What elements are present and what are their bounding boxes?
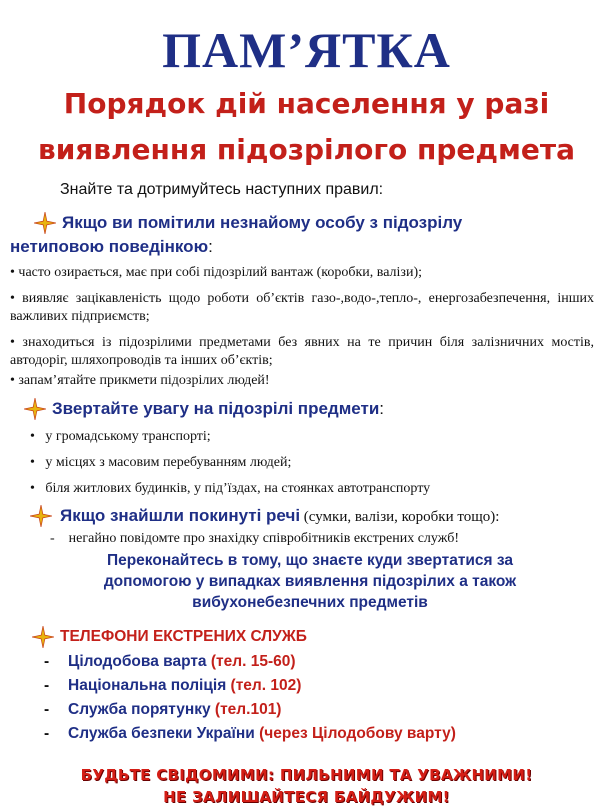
list-item: • часто озирається, має при собі підозрілий вантаж (коробки, валізи);: [10, 265, 422, 280]
four-point-star-icon: [30, 505, 52, 527]
phone-service-name: Цілодобова варта: [68, 653, 211, 670]
contact-note: Переконайтесь в тому, що знаєте куди звертатися за допомогою у випадках виявлення підозрілих а також вибухонебезпечних предметів: [103, 552, 517, 611]
list-item: • у місцях з масовим перебуванням людей;: [30, 455, 292, 470]
subtitle-line-1: Порядок дій населення у разі: [63, 87, 550, 120]
list-item-text: негайно повідомте про знахідку співробітників екстрених служб!: [68, 531, 459, 546]
section1-heading-line2: [10, 235, 213, 259]
phone-row: - Цілодобова варта (тел. 15-60): [44, 653, 296, 670]
phone-service-name: Національна поліція: [68, 677, 231, 694]
section1-heading-colon: :: [208, 237, 213, 256]
footer-line-1: БУДЬТЕ СВІДОМИМИ: ПИЛЬНИМИ ТА УВАЖНИМИ!: [80, 766, 533, 784]
section1-heading-emphasis: нетиповою поведінкою: [10, 237, 209, 256]
list-item-text: у місцях з масовим перебуванням людей;: [45, 455, 292, 470]
list-item-text: біля житлових будинків, у під’їздах, на стоянках автотранспорту: [45, 481, 431, 496]
section1-heading-line1: Якщо ви помітили незнайому особу з підозрілу: [62, 213, 463, 232]
phone-row: - Служба порятунку (тел.101): [44, 701, 282, 718]
section2-heading-colon: :: [379, 399, 385, 418]
phone-service-name: Служба безпеки України: [68, 725, 260, 742]
four-point-star-icon: [32, 626, 54, 648]
section3-heading: [60, 504, 499, 529]
list-item: • у громадському транспорті;: [30, 429, 211, 444]
footer-line-2: НЕ ЗАЛИШАЙТЕСЯ БАЙДУЖИМ!: [163, 788, 450, 806]
list-item: - негайно повідомте про знахідку співробітників екстрених служб!: [50, 531, 459, 546]
page-title: ПАМ’ЯТКА: [162, 22, 451, 78]
phone-row: - Служба безпеки України (через Цілодобову варту): [44, 725, 456, 742]
intro-text: Знайте та дотримуйтесь наступних правил:: [60, 181, 384, 198]
four-point-star-icon: [34, 212, 56, 234]
list-item-text: запам’ятайте прикмети підозрілих людей!: [18, 373, 270, 388]
phone-number: (тел. 102): [230, 677, 302, 694]
section2-heading-text: Звертайте увагу на підозрілі предмети: [52, 399, 380, 418]
list-item: • біля житлових будинків, у під’їздах, на стоянках автотранспорту: [30, 481, 431, 496]
list-item-text: знаходиться із підозрілими предметами без явних на те причин біля залізничних мостів, автодоріг, шляхопроводів та інших об’єктів;: [10, 335, 595, 368]
section3-heading-text: Якщо знайшли покинуті речі: [60, 506, 301, 525]
list-item-text: часто озирається, має при собі підозрілий вантаж (коробки, валізи);: [18, 265, 422, 280]
list-item: • запам’ятайте прикмети підозрілих людей!: [10, 373, 270, 388]
list-item: • знаходиться із підозрілими предметами без явних на те причин біля залізничних мостів, автодоріг, шляхопроводів та інших об’єктів;: [10, 335, 595, 368]
phone-row: - Національна поліція (тел. 102): [44, 677, 302, 694]
phone-number: (тел.101): [214, 701, 282, 718]
list-item: • виявляє зацікавленість щодо роботи об’єктів газо-,водо-,тепло-, енергозабезпечення, інших важливих підприємств;: [10, 291, 595, 324]
four-point-star-icon: [24, 398, 46, 420]
phone-service-name: Служба порятунку: [68, 701, 215, 718]
section3-heading-suffix: (сумки, валізи, коробки тощо):: [300, 509, 500, 525]
subtitle-line-2: виявлення підозрілого предмета: [37, 133, 575, 166]
phones-heading: ТЕЛЕФОНИ ЕКСТРЕНИХ СЛУЖБ: [60, 628, 307, 645]
list-item-text: виявляє зацікавленість щодо роботи об’єктів газо-,водо-,тепло-, енергозабезпечення, інших важливих підприємств;: [10, 291, 595, 324]
phone-number: (тел. 15-60): [210, 653, 296, 670]
list-item-text: у громадському транспорті;: [45, 429, 211, 444]
section2-heading: [52, 397, 384, 421]
phone-number: (через Цілодобову варту): [259, 725, 456, 742]
